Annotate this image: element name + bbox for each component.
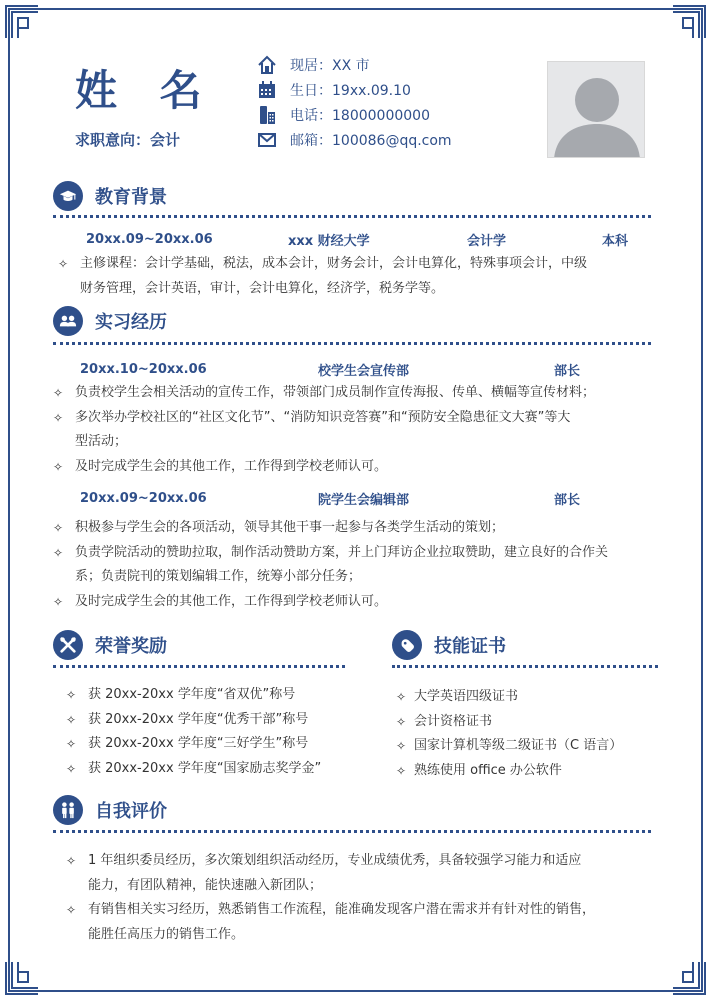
duty-item: 负责学院活动的赞助拉取，制作活动赞助方案，并上门拜访企业拉取赞助，建立良好的合作关 [75, 544, 609, 560]
job-intent [75, 129, 180, 150]
honors-list [66, 683, 366, 781]
phone-text: 电话：18000000000 [290, 107, 430, 124]
duty-item: 积极参与学生会的各项活动，领导其他干事一起参与各类学生活动的策划； [75, 520, 505, 535]
self-eval-header [53, 794, 651, 826]
bullet-icon: ✧ [66, 737, 77, 751]
duty-item: 系；负责院刊的策划编辑工作，统筹小部分任务； [75, 569, 362, 584]
section-divider [53, 342, 651, 345]
job-org: 校学生会宣传部 [318, 363, 410, 379]
calendar-icon [256, 79, 278, 101]
birthday-text: 生日：19xx.09.10 [290, 82, 411, 99]
avatar-placeholder-icon [548, 62, 645, 158]
job-intent-label: 求职意向： [75, 131, 151, 149]
bullet-icon: ✧ [66, 712, 77, 727]
job-org: 院学生会编辑部 [318, 492, 410, 508]
corner-ornament [4, 4, 40, 40]
skill-item: ✧ 大学英语四级证书 [396, 685, 666, 710]
courses-line: 主修课程：会计学基础，税法，成本会计，财务会计，会计电算化，特殊事项会计，中级 [80, 256, 588, 271]
duty-item: 及时完成学生会的其他工作，工作得到学校老师认可。 [75, 593, 388, 609]
tools-icon [53, 630, 83, 660]
self-eval-item: ✧ 有销售相关实习经历，熟悉销售工作流程，能准确发现客户潜在需求并有针对性的销售， 能胜任高压力的销售工作。 [66, 898, 666, 947]
bullet-icon: ✧ [53, 521, 64, 535]
bullet-icon: ✧ [53, 459, 64, 474]
honors-header [53, 629, 345, 661]
bullet-icon: ✧ [53, 386, 64, 400]
bullet-icon: ✧ [396, 714, 407, 729]
job-row [80, 487, 640, 509]
internship-section [53, 305, 651, 345]
corner-ornament [4, 960, 40, 996]
bullet-icon: ✧ [53, 410, 64, 425]
bullet-icon: ✧ [396, 690, 407, 704]
skills-section [392, 629, 658, 668]
education-section [53, 180, 651, 218]
education-degree: 本科 [602, 233, 629, 249]
info-row-phone [256, 102, 452, 127]
corner-ornament [671, 4, 707, 40]
job-duties [53, 516, 663, 614]
bullet-icon: ✧ [58, 257, 69, 271]
education-title: 教育背景 [95, 187, 167, 208]
internship-title: 实习经历 [95, 312, 167, 333]
mail-icon [256, 129, 278, 151]
duty-item: 多次举办学校社区的“社区文化节”、“消防知识竞答赛”和“预防安全隐患征文大赛”等大 [75, 409, 571, 425]
honor-item: ✧ 获 20xx-20xx 学年度“省双优”称号 [66, 683, 366, 708]
info-row-birthday [256, 77, 452, 102]
bullet-icon: ✧ [66, 688, 77, 702]
bullet-icon: ✧ [53, 594, 64, 609]
bullet-icon: ✧ [396, 739, 407, 753]
internship-header [53, 305, 651, 337]
residence-text: 现居：XX 市 [290, 57, 370, 74]
courses-line: 财务管理，会计英语，审计，会计电算化，经济学，税务学等。 [80, 280, 445, 296]
bullet-icon: ✧ [53, 545, 64, 560]
self-eval-list [66, 849, 666, 947]
phone-icon [256, 104, 278, 126]
section-divider [53, 830, 651, 833]
corner-ornament [671, 960, 707, 996]
skills-list [396, 685, 666, 783]
honors-title: 荣誉奖励 [95, 636, 167, 657]
education-header [53, 180, 651, 212]
duty-item: 及时完成学生会的其他工作，工作得到学校老师认可。 [75, 458, 388, 474]
skill-item: ✧ 熟练使用 office 办公软件 [396, 759, 666, 784]
home-icon [256, 54, 278, 76]
bullet-icon: ✧ [396, 763, 407, 778]
section-divider [53, 665, 345, 668]
info-row-residence [256, 52, 452, 77]
people-icon [53, 795, 83, 825]
job-intent-value: 会计 [150, 131, 181, 149]
section-divider [392, 665, 658, 668]
bullet-icon: ✧ [66, 854, 77, 868]
team-icon [53, 306, 83, 336]
honor-item: ✧ 获 20xx-20xx 学年度“国家励志奖学金” [66, 757, 366, 782]
self-eval-item: ✧ 1 年组织委员经历，多次策划组织活动经历，专业成绩优秀，具备较强学习能力和适应 能力，有团队精神，能快速融入新团队； [66, 849, 666, 898]
duty-item: 负责校学生会相关活动的宣传工作，带领部门成员制作宣传海报、传单、横幅等宣传材料； [75, 385, 596, 400]
email-text: 邮箱：100086@qq.com [290, 132, 452, 149]
honor-item: ✧ 获 20xx-20xx 学年度“三好学生”称号 [66, 732, 366, 757]
info-row-email [256, 127, 452, 152]
bullet-icon: ✧ [66, 903, 77, 917]
contact-info [256, 52, 452, 152]
education-period: 20xx.09~20xx.06 [86, 231, 213, 247]
duty-item: 型活动； [75, 434, 128, 449]
honor-item: ✧ 获 20xx-20xx 学年度“优秀干部”称号 [66, 708, 366, 733]
skill-item: ✧ 会计资格证书 [396, 710, 666, 735]
job-role: 部长 [554, 492, 581, 508]
education-school: xxx 财经大学 [288, 233, 370, 249]
job-duties [53, 381, 663, 479]
education-row [86, 228, 646, 250]
graduation-cap-icon [53, 181, 83, 211]
job-period: 20xx.10~20xx.06 [80, 361, 207, 377]
candidate-name: 姓 名 [75, 66, 216, 115]
skills-title: 技能证书 [434, 636, 506, 657]
self-eval-title: 自我评价 [95, 801, 167, 822]
certificate-icon [392, 630, 422, 660]
honors-section [53, 629, 345, 668]
job-row [80, 358, 640, 380]
job-period: 20xx.09~20xx.06 [80, 490, 207, 506]
profile-photo [547, 61, 645, 158]
skills-header [392, 629, 658, 661]
skill-item: ✧ 国家计算机等级二级证书（C 语言） [396, 734, 666, 759]
job-role: 部长 [554, 363, 581, 379]
bullet-icon: ✧ [66, 761, 77, 776]
section-divider [53, 215, 651, 218]
education-courses [58, 252, 658, 301]
education-major: 会计学 [467, 233, 507, 249]
self-eval-section [53, 794, 651, 833]
